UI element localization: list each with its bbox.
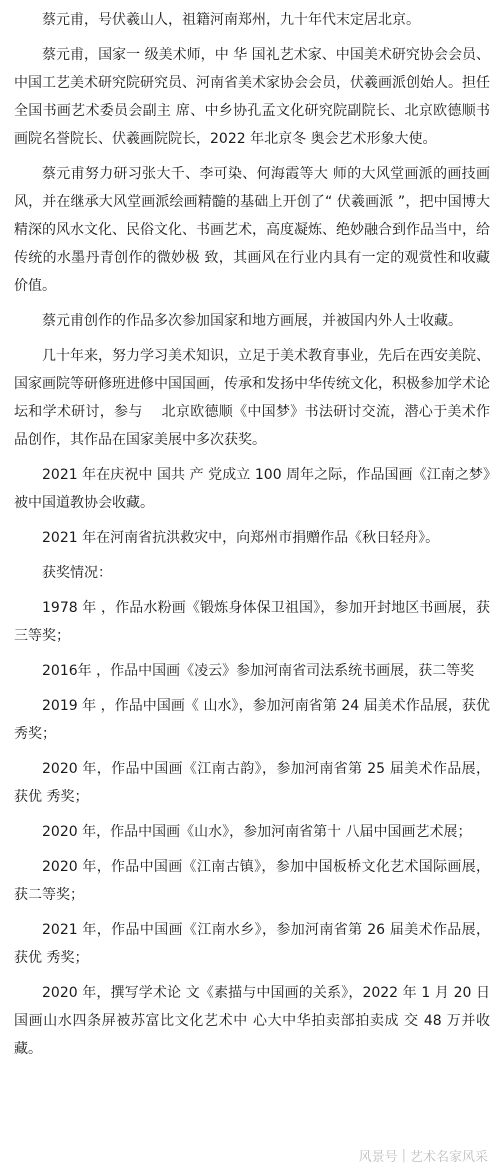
- awards-heading: 获奖情况：: [42, 565, 112, 581]
- article-body: [14, 6, 490, 1070]
- paragraph-titles: 蔡元甫，国家一 级美术师，中 华 国礼艺术家、中国美术研究协会会员、中国工艺美术研究院研究员、河南省美术家协会会员，伏羲画派创始人。担任全国书画艺术委员会副主 席、中乡协孔孟文化研究院副院长、北京欧德顺书画院名誉院长、伏羲画院院长，2022 年北京冬 奥会艺术形象大使。: [14, 47, 490, 147]
- paragraph-style: 蔡元甫努力研习张大千、李可染、何海霞等大 师的大风堂画派的画技画风，并在继承大风堂画派绘画精髓的基础上开创了“ 伏羲画派 ”，把中国博大精深的风水文化、民俗文化、书画艺术，高度凝炼、绝妙融合到作品当中，给传统的水墨丹青创作的微妙极 致，其画风在行业内具有一定的观赏性和收藏价值。: [14, 166, 490, 294]
- paragraph-2021-collection: 2021 年在庆祝中 国共 产 党成立 100 周年之际，作品国画《江南之梦》被中国道教协会收藏。: [14, 467, 490, 511]
- award-item: 1978 年 ，作品水粉画《锻炼身体保卫祖国》，参加开封地区书画展，获三等奖；: [14, 600, 490, 644]
- award-item: 2019 年 ，作品中国画《 山水》，参加河南省第 24 届美术作品展，获优秀奖；: [14, 698, 490, 742]
- award-item: 2020 年，作品中国画《山水》，参加河南省第十 八届中国画艺术展；: [42, 824, 472, 840]
- award-item: 2020 年，作品中国画《江南古镇》，参加中国板桥文化艺术国际画展，获二等奖；: [14, 859, 490, 903]
- paragraph-2021-donation: 2021 年在河南省抗洪救灾中，向郑州市捐赠作品《秋日轻舟》。: [42, 530, 440, 546]
- award-item: 2020 年，作品中国画《江南古韵》，参加河南省第 25 届美术作品展，获优 秀奖；: [14, 761, 490, 805]
- watermark-platform: 风景号: [358, 1150, 398, 1165]
- paragraph-study: 几十年来，努力学习美术知识，立足于美术教育事业，先后在西安美院、国家画院等研修班进修中国国画，传承和发扬中华传统文化，积极参加学术论 坛和学术研讨，参与 北京欧德顺《中国梦》书法研讨交流，潜心于美术作品创作，其作品在国家美展中多次获奖。: [14, 348, 490, 448]
- watermark: [359, 1146, 488, 1165]
- watermark-account: 艺术名家风采: [409, 1150, 488, 1165]
- paragraph-exhibitions: 蔡元甫创作的作品多次参加国家和地方画展，并被国内外人士收藏。: [42, 313, 462, 329]
- watermark-separator: |: [401, 1148, 406, 1163]
- paragraph-intro: 蔡元甫，号伏羲山人，祖籍河南郑州，九十年代末定居北京。: [42, 12, 420, 28]
- award-item: 2021 年，作品中国画《江南水乡》，参加河南省第 26 届美术作品展，获优 秀奖；: [14, 922, 490, 966]
- award-item: 2020 年，撰写学术论 文《素描与中国画的关系》，2022 年 1 月 20 日国画山水四条屏被苏富比文化艺术中 心大中华拍卖部拍卖成 交 48 万并收藏。: [14, 985, 490, 1057]
- award-item: 2016年 ，作品中国画《凌云》参加河南省司法系统书画展，获二等奖: [42, 663, 475, 679]
